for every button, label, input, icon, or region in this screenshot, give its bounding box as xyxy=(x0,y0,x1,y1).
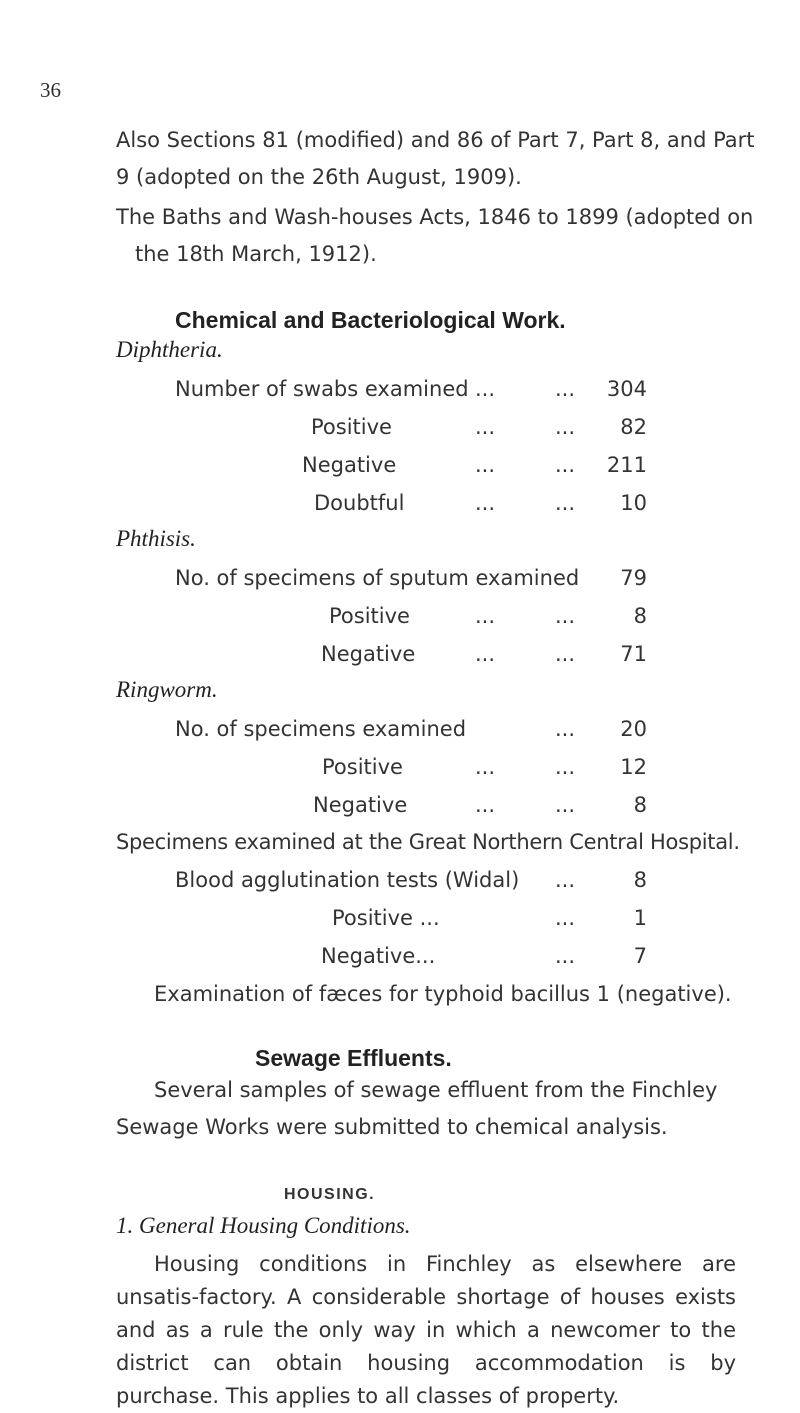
diphtheria-swabs-label: Number of swabs examined xyxy=(175,377,469,401)
ringworm-negative-value: 8 xyxy=(633,793,647,817)
phthisis-specimens-value: 79 xyxy=(620,566,647,590)
leader-dots: ... xyxy=(554,415,576,439)
intro-line-2: 9 (adopted on the 26th August, 1909). xyxy=(116,165,522,189)
ringworm-positive-label: Positive xyxy=(322,755,403,779)
ringworm-specimens-value: 20 xyxy=(620,717,647,741)
gnch-negative-value: 7 xyxy=(633,944,647,968)
ringworm-positive-value: 12 xyxy=(620,755,647,779)
gnch-faeces-line: Examination of fæces for typhoid bacillus 1 (negative). xyxy=(154,982,732,1006)
diphtheria-positive-value: 82 xyxy=(620,415,647,439)
gnch-negative-label: Negative... xyxy=(321,944,436,968)
diphtheria-swabs-value: 304 xyxy=(606,377,647,401)
leader-dots: ... xyxy=(554,793,576,817)
sewage-heading: Sewage Effluents. xyxy=(255,1045,452,1071)
chemical-heading: Chemical and Bacteriological Work. xyxy=(175,307,566,333)
phthisis-negative-value: 71 xyxy=(620,642,647,666)
leader-dots: ... xyxy=(554,491,576,515)
leader-dots: ... xyxy=(474,415,496,439)
gnch-blood-value: 8 xyxy=(633,868,647,892)
leader-dots: ... xyxy=(474,793,496,817)
leader-dots: ... xyxy=(474,491,496,515)
leader-dots: ... xyxy=(474,377,496,401)
diphtheria-title: Diphtheria. xyxy=(116,337,223,362)
diphtheria-doubtful-label: Doubtful xyxy=(314,491,405,515)
intro-line-3: The Baths and Wash-houses Acts, 1846 to 1899 (adopted on xyxy=(116,205,754,229)
leader-dots: ... xyxy=(554,642,576,666)
phthisis-positive-value: 8 xyxy=(633,604,647,628)
gnch-blood-label: Blood agglutination tests (Widal) xyxy=(175,868,520,892)
leader-dots: ... xyxy=(554,944,576,968)
leader-dots: ... xyxy=(554,604,576,628)
leader-dots: ... xyxy=(554,717,576,741)
sewage-line-2: Sewage Works were submitted to chemical analysis. xyxy=(116,1115,668,1139)
gnch-heading: Specimens examined at the Great Northern Central Hospital. xyxy=(116,830,740,854)
ringworm-title: Ringworm. xyxy=(116,677,218,702)
phthisis-title: Phthisis. xyxy=(116,526,196,551)
diphtheria-positive-label: Positive xyxy=(311,415,392,439)
leader-dots: ... xyxy=(554,755,576,779)
ringworm-negative-label: Negative xyxy=(313,793,408,817)
intro-line-4: the 18th March, 1912). xyxy=(135,242,377,266)
diphtheria-negative-value: 211 xyxy=(606,453,647,477)
leader-dots: ... xyxy=(474,755,496,779)
page-number: 36 xyxy=(40,78,61,102)
housing-heading: HOUSING. xyxy=(284,1186,376,1203)
leader-dots: ... xyxy=(474,642,496,666)
diphtheria-doubtful-value: 10 xyxy=(620,491,647,515)
leader-dots: ... xyxy=(554,906,576,930)
gnch-positive-value: 1 xyxy=(633,906,647,930)
ringworm-specimens-label: No. of specimens examined xyxy=(175,717,467,741)
sewage-line-1: Several samples of sewage effluent from the Finchley xyxy=(154,1078,718,1102)
phthisis-negative-label: Negative xyxy=(321,642,416,666)
housing-subheading: 1. General Housing Conditions. xyxy=(116,1213,411,1238)
diphtheria-negative-label: Negative xyxy=(302,453,397,477)
leader-dots: ... xyxy=(474,453,496,477)
phthisis-positive-label: Positive xyxy=(329,604,410,628)
leader-dots: ... xyxy=(474,604,496,628)
housing-paragraph: Housing conditions in Finchley as elsewhere are unsatis-factory. A considerable shortage of houses exists and as a rule the only way in which a newcomer to the district can obtain housing accommodation is by purchase. This applies to all classes of property. xyxy=(116,1252,736,1408)
phthisis-specimens-label: No. of specimens of sputum examined xyxy=(175,566,580,590)
leader-dots: ... xyxy=(554,868,576,892)
intro-line-1: Also Sections 81 (modified) and 86 of Part 7, Part 8, and Part xyxy=(116,128,755,152)
gnch-positive-label: Positive ... xyxy=(332,906,440,930)
leader-dots: ... xyxy=(554,453,576,477)
leader-dots: ... xyxy=(554,377,576,401)
